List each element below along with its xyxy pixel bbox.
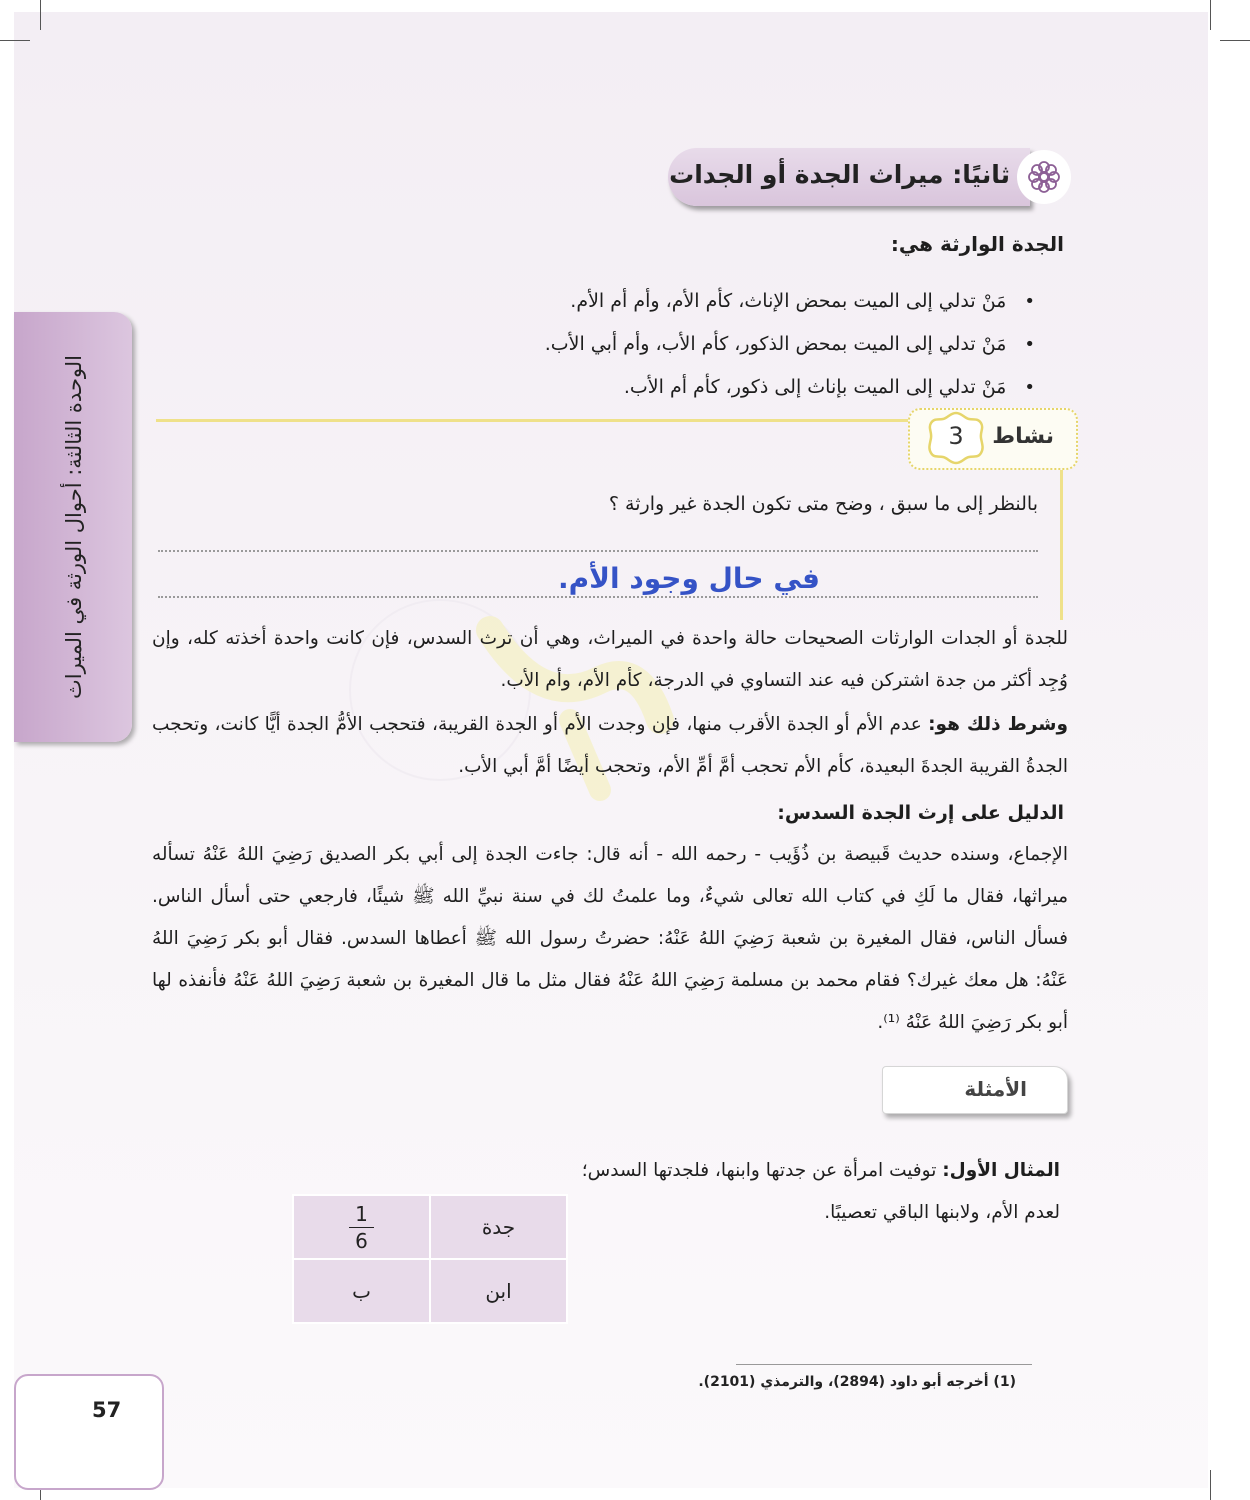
page-number: 57 <box>92 1398 122 1422</box>
heirs-list <box>415 280 1035 409</box>
shares-table <box>292 1194 568 1324</box>
answer-line <box>158 550 1038 552</box>
crop-mark <box>40 0 41 30</box>
crop-mark <box>0 40 30 41</box>
heirs-title: الجدة الوارثة هي: <box>890 232 1064 256</box>
page-number-box <box>14 1374 164 1490</box>
crop-mark <box>1210 1470 1211 1500</box>
activity-number-badge <box>926 410 986 466</box>
fraction-denominator: 6 <box>355 1228 368 1253</box>
unit-title: الوحدة الثالثة: أحوال الورثة في الميراث <box>62 354 86 700</box>
list-item: • مَنْ تدلي إلى الميت بمحض الإناث، كأم الأم، وأم أم الأم. <box>415 280 1035 323</box>
activity-border <box>1060 462 1063 620</box>
condition-paragraph <box>152 704 1068 788</box>
fraction <box>349 1201 374 1254</box>
crop-mark <box>1210 0 1211 30</box>
fraction-numerator: 1 <box>349 1201 374 1228</box>
evidence-title: الدليل على إرث الجدة السدس: <box>777 802 1064 824</box>
example-lead: المثال الأول: <box>942 1160 1060 1181</box>
condition-text: عدم الأم أو الجدة الأقرب منها، فإن وجدت الأم أو الجدة القريبة، فتحجب الأمُّ الجدة أيًّا كانت، وتحجب الجدةُ القريبة الجدةَ البعيدة، كأم الأم تحجب أمَّ أمِّ الأم، وتحجب أيضًا أمَّ أبي الأب. <box>152 714 1068 777</box>
section-title: ثانيًا: ميراث الجدة أو الجدات <box>669 160 1010 189</box>
activity-number: 3 <box>948 422 964 450</box>
table-row <box>293 1195 567 1259</box>
table-cell-share <box>293 1195 430 1259</box>
list-item: • مَنْ تدلي إلى الميت بإناث إلى ذكور، كأم أم الأب. <box>415 366 1035 409</box>
evidence-paragraph: الإجماع، وسنده حديث قَبيصة بن ذُؤَيب - رحمه الله - أنه قال: جاءت الجدة إلى أبي بكر الصديق رَضِيَ اللهُ عَنْهُ تسأله ميراثها، فقال ما لَكِ في كتاب الله تعالى شيءٌ، وما علمتُ لك في سنة نبيِّ الله ﷺ شيئًا، فارجعي حتى أسأل الناس. فسأل الناس، فقال المغيرة بن شعبة رَضِيَ اللهُ عَنْهُ: حضرتُ رسول الله ﷺ أعطاها السدس. فقال أبو بكر رَضِيَ اللهُ عَنْهُ: هل معك غيرك؟ فقام محمد بن مسلمة رَضِيَ اللهُ عَنْهُ فقال مثل ما قال المغيرة بن شعبة رَضِيَ اللهُ عَنْهُ فأنفذه لها أبو بكر رَضِيَ اللهُ عَنْهُ ⁽¹⁾. <box>152 844 1068 1033</box>
list-item: • مَنْ تدلي إلى الميت بمحض الذكور، كأم الأب، وأم أبي الأب. <box>415 323 1035 366</box>
activity-answer: في حال وجود الأم. <box>557 562 820 595</box>
table-row <box>293 1259 567 1323</box>
activity-divider <box>156 419 916 422</box>
footnote: (1) أخرجه أبو داود (2894)، والترمذي (2101). <box>698 1374 1016 1390</box>
example-first <box>580 1150 1060 1234</box>
table-cell-heir: جدة <box>430 1195 567 1259</box>
flower-icon <box>1016 148 1072 206</box>
footnote-divider <box>736 1364 1032 1365</box>
section-header <box>668 148 1030 206</box>
table-cell-share: ب <box>293 1259 430 1323</box>
examples-tab <box>882 1066 1068 1114</box>
table-cell-heir: ابن <box>430 1259 567 1323</box>
unit-tab <box>14 312 132 742</box>
example-text: توفيت امرأة عن جدتها وابنها، فلجدتها السدس؛ لعدم الأم، ولابنها الباقي تعصيبًا. <box>581 1160 1060 1223</box>
condition-lead: وشرط ذلك هو: <box>928 714 1068 735</box>
crop-mark <box>1220 40 1250 41</box>
activity-question: بالنظر إلى ما سبق ، وضح متى تكون الجدة غير وارثة ؟ <box>608 493 1038 515</box>
examples-label: الأمثلة <box>964 1077 1027 1101</box>
inheritance-paragraph: للجدة أو الجدات الوارثات الصحيحات حالة واحدة في الميراث، وهي أن ترث السدس، فإن كانت واحدة أخذته كله، وإن وُجِد أكثر من جدة اشتركن فيه عند التساوي في الدرجة، كأم الأم، وأم الأب. <box>152 628 1068 691</box>
activity-label: نشاط <box>992 424 1054 449</box>
